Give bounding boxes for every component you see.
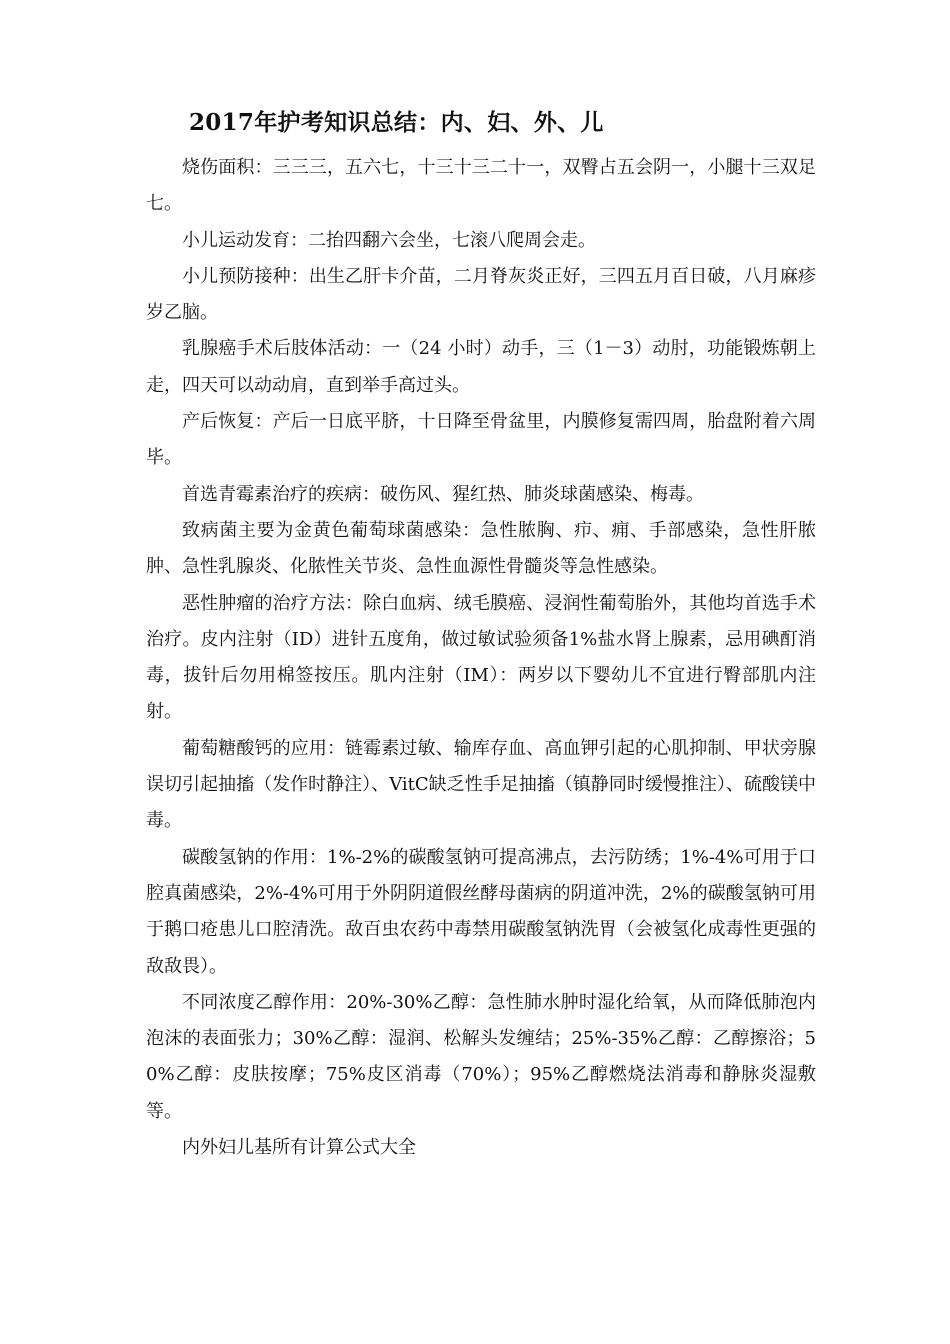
paragraph-breast-cancer-rehab: 乳腺癌手术后肢体活动：一（24 小时）动手，三（1－3）动肘，功能锻炼朝上走，四天可以动动肩，直到举手高过头。 (146, 338, 816, 396)
paragraph-child-motor-development: 小儿运动发育：二抬四翻六会坐，七滚八爬周会走。 (182, 229, 596, 251)
paragraph-burn-area: 烧伤面积：三三三，五六七，十三十三二十一，双臀占五会阴一，小腿十三双足七。 (146, 157, 816, 215)
paragraph-formulas-heading: 内外妇儿基所有计算公式大全 (182, 1137, 416, 1159)
document-body (146, 150, 816, 1166)
paragraph-staphylococcus-infections: 致病菌主要为金黄色葡萄球菌感染：急性脓胸、疖、痈、手部感染，急性肝脓肿、急性乳腺炎、化脓性关节炎、急性血源性骨髓炎等急性感染。 (146, 519, 816, 578)
document-title: 2017年护考知识总结：内、妇、外、儿 (189, 109, 604, 136)
paragraph-ethanol-concentrations: 不同浓度乙醇作用：20%-30%乙醇：急性肺水肿时湿化给氧，从而降低肺泡内泡沫的表面张力；30%乙醇：湿润、松解头发缠结；25%-35%乙醇：乙醇擦浴；50%乙醇：皮肤按摩；75%皮区消毒（70%）；95%乙醇燃烧法消毒和静脉炎湿敷等。 (146, 991, 816, 1122)
paragraph-postpartum-recovery: 产后恢复：产后一日底平脐，十日降至骨盆里，内膜修复需四周，胎盘附着六周毕。 (146, 411, 816, 469)
paragraph-calcium-gluconate: 葡萄糖酸钙的应用：链霉素过敏、输库存血、高血钾引起的心肌抑制、甲状旁腺误切引起抽搐（发作时静注）、VitC缺乏性手足抽搐（镇静同时缓慢推注）、硫酸镁中毒。 (146, 737, 816, 832)
paragraph-sodium-bicarbonate: 碳酸氢钠的作用：1%-2%的碳酸氢钠可提高沸点，去污防绣；1%-4%可用于口腔真菌感染，2%-4%可用于外阴阴道假丝酵母菌病的阴道冲洗，2%的碳酸氢钠可用于鹅口疮患儿口腔清洗。敌百虫农药中毒禁用碳酸氢钠洗胃（会被氢化成毒性更强的敌敌畏）。 (146, 846, 816, 977)
paragraph-child-vaccination: 小儿预防接种：出生乙肝卡介苗，二月脊灰炎正好，三四五月百日破，八月麻疹岁乙脑。 (146, 265, 816, 324)
paragraph-penicillin-diseases: 首选青霉素治疗的疾病：破伤风、猩红热、肺炎球菌感染、梅毒。 (182, 483, 704, 505)
paragraph-malignant-tumor-treatment: 恶性肿瘤的治疗方法：除白血病、绒毛膜癌、浸润性葡萄胎外，其他均首选手术治疗。皮内注射（ID）进针五度角，做过敏试验须备1%盐水肾上腺素，忌用碘酊消毒，拔针后勿用棉签按压。肌内注射（IM）：两岁以下婴幼儿不宜进行臀部肌内注射。 (146, 592, 816, 723)
